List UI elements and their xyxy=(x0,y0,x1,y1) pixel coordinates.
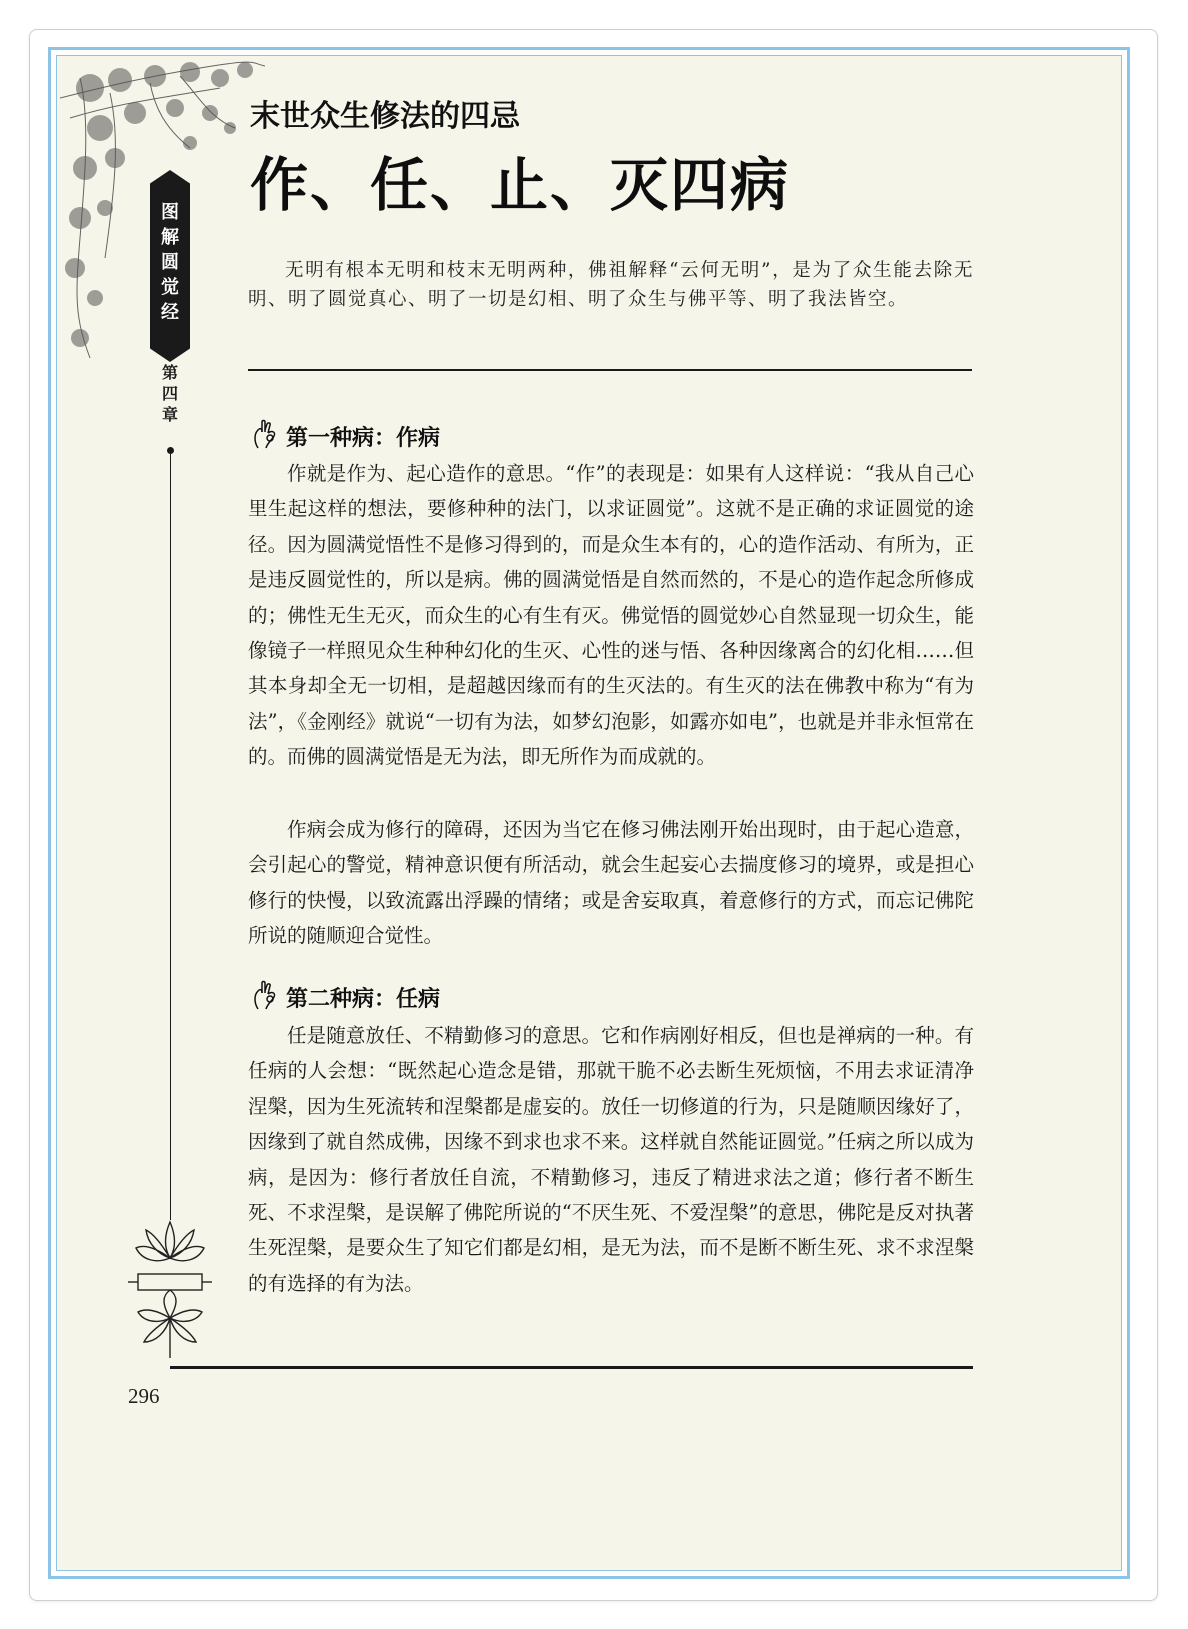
book-title-tab xyxy=(150,170,190,362)
header-divider xyxy=(248,369,972,371)
chapter-char: 第 xyxy=(161,363,178,382)
lotus-ornament-illustration xyxy=(128,1218,212,1360)
hand-mudra-icon xyxy=(250,418,282,454)
book-title-char: 觉 xyxy=(161,277,179,298)
section-heading-2 xyxy=(250,977,440,1017)
page-title: 作、任、止、灭四病 xyxy=(250,151,791,219)
book-title-char: 解 xyxy=(161,227,179,248)
section-heading-1 xyxy=(250,416,440,456)
page-number: 296 xyxy=(128,1384,160,1408)
lotus-icon xyxy=(128,1218,212,1360)
section-title: 第二种病：任病 xyxy=(286,986,441,1012)
section-title: 第一种病：作病 xyxy=(286,425,441,451)
body-paragraph: 作病会成为修行的障碍，还因为当它在修习佛法刚开始出现时，由于起心造意，会引起心的警觉，精神意识便有所活动，就会生起妄心去揣度修习的境界，或是担心修行的快慢，以致流露出浮躁的情绪；或是舍妄取真，着意修行的方式，而忘记佛陀所说的随顺迎合觉性。 xyxy=(248,818,974,948)
intro-paragraph: 无明有根本无明和枝末无明两种，佛祖解释“云何无明”，是为了众生能去除无明、明了圆觉真心、明了一切是幻相、明了众生与佛平等、明了我法皆空。 xyxy=(248,260,974,310)
book-title-tab-text xyxy=(150,200,190,325)
body-paragraph: 作就是作为、起心造作的意思。“作”的表现是：如果有人这样说：“我从自己心里生起这样的想法，要修种种的法门，以求证圆觉”。这就不是正确的求证圆觉的途径。因为圆满觉悟性不是修习得到的，而是众生本有的，心的造作活动、有所为，正是违反圆觉性的，所以是病。佛的圆满觉悟是自然而然的，不是心的造作起念所修成的；佛性无生无灭，而众生的心有生有灭。佛觉悟的圆觉妙心自然显现一切众生，能像镜子一样照见众生种种幻化的生灭、心性的迷与悟、各种因缘离合的幻化相……但其本身却全无一切相，是超越因缘而有的生灭法的。有生灭的法在佛教中称为“有为法”，《金刚经》就说“一切有为法，如梦幻泡影，如露亦如电”，也就是并非永恒常在的。而佛的圆满觉悟是无为法，即无所作为而成就的。 xyxy=(248,462,974,769)
chapter-char: 四 xyxy=(161,384,178,403)
chapter-char: 章 xyxy=(161,405,178,424)
book-title-char: 圆 xyxy=(161,252,179,273)
book-title-char: 经 xyxy=(161,302,179,323)
margin-vertical-line xyxy=(170,450,171,1220)
chapter-label xyxy=(150,362,190,425)
footer-divider xyxy=(170,1366,973,1369)
page-subtitle: 末世众生修法的四忌 xyxy=(250,99,520,134)
book-title-char: 图 xyxy=(161,202,179,223)
body-paragraph: 任是随意放任、不精勤修习的意思。它和作病刚好相反，但也是禅病的一种。有任病的人会想：“既然起心造念是错，那就干脆不必去断生死烦恼，不用去求证清净涅槃，因为生死流转和涅槃都是虚妄的。放任一切修道的行为，只是随顺因缘好了，因缘到了就自然成佛，因缘不到求也求不来。这样就自然能证圆觉。”任病之所以成为病，是因为：修行者放任自流，不精勤修习，违反了精进求法之道；修行者不断生死、不求涅槃，是误解了佛陀所说的“不厌生死、不爱涅槃”的意思，佛陀是反对执著生死涅槃，是要众生了知它们都是幻相，是无为法，而不是断不断生死、求不求涅槃的有选择的有为法。 xyxy=(248,1024,974,1295)
hand-mudra-icon xyxy=(250,979,282,1015)
